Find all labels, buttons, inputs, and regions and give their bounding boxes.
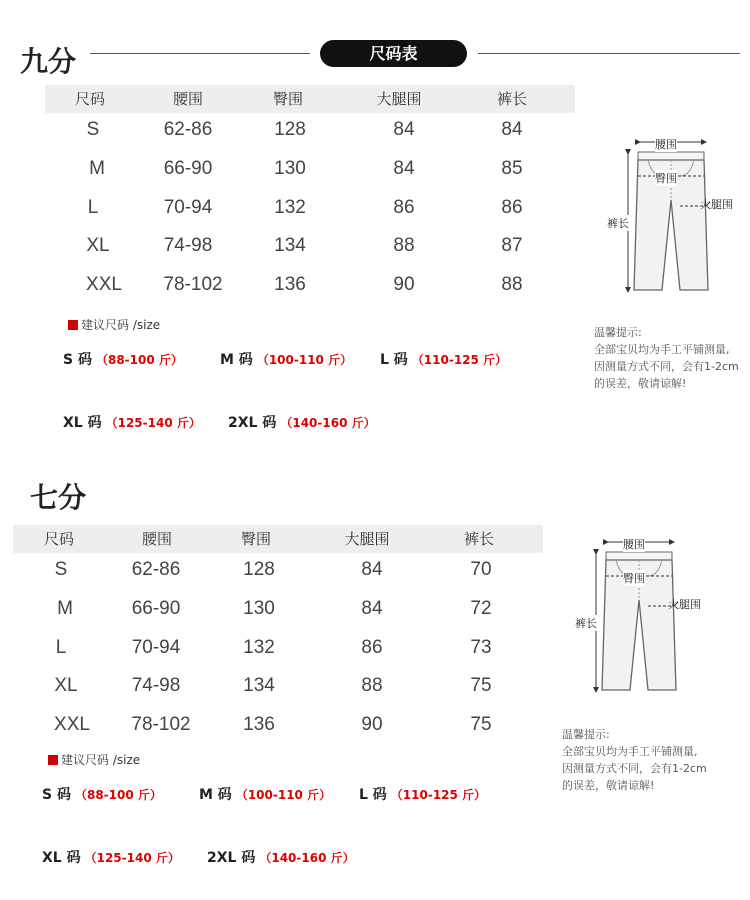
note-line: 全部宝贝均为手工平铺测量, [594,343,730,356]
cell-size: L [55,637,67,658]
col-header-waist: 腰围 [141,530,173,548]
rec-range: （140-160 斤） [280,416,376,430]
rec-size: S 码 [63,352,92,368]
recommendation-s [63,349,183,369]
cell-thigh: 88 [393,235,415,256]
cell-hip: 128 [274,119,306,140]
diagram-label-waist: 腰围 [623,538,645,551]
cell-waist: 70-94 [131,637,181,658]
recommendation-2xl [207,847,355,867]
red-square-icon [68,320,78,330]
diagram-label-length: 裤长 [575,617,597,630]
col-header-length: 裤长 [496,90,528,108]
cell-hip: 134 [243,675,275,696]
cell-thigh: 86 [393,197,415,218]
rec-size: XL 码 [63,415,102,431]
diagram-label-thigh: 大腿围 [700,198,733,211]
col-header-hip: 臀围 [240,530,272,548]
rec-size: XL 码 [42,850,81,866]
note-line: 的误差，敬请谅解! [562,779,655,792]
cell-thigh: 84 [361,559,383,580]
recommendation-xl [63,412,201,432]
recommendation-xl [42,847,180,867]
note-line: 全部宝贝均为手工平铺测量, [562,745,698,758]
cell-length: 88 [501,274,523,295]
section-title-nine: 九分 [20,45,77,78]
cell-waist: 62-86 [163,119,213,140]
cell-thigh: 84 [361,598,383,619]
cell-hip: 130 [274,158,306,179]
cell-length: 75 [470,714,492,735]
rec-range: （100-110 斤） [235,788,332,802]
banner-right-rule [478,53,740,54]
cell-size: XL [86,235,110,256]
recommendation-s [42,784,162,804]
cell-size: XXL [86,274,122,295]
rec-range: （140-160 斤） [259,851,355,865]
measurement-note [594,324,739,392]
cell-hip: 134 [274,235,306,256]
recommendation-l [380,349,507,369]
cell-hip: 132 [274,197,306,218]
rec-size: L 码 [359,787,387,803]
cell-thigh: 84 [393,119,415,140]
note-line: 因测量方式不同，会有1-2cm [562,762,707,775]
pants-measurement-diagram [600,130,750,300]
red-square-icon [48,755,58,765]
cell-size: S [54,559,68,580]
cell-thigh: 88 [361,675,383,696]
cell-waist: 66-90 [163,158,213,179]
cell-waist: 78-102 [131,714,191,735]
col-header-size: 尺码 [43,530,75,548]
cell-hip: 130 [243,598,275,619]
banner-left-rule [90,53,310,54]
note-line: 的误差，敬请谅解! [594,377,687,390]
cell-length: 87 [501,235,523,256]
cell-size: M [57,598,73,619]
cell-waist: 70-94 [163,197,213,218]
cell-size: M [89,158,105,179]
diagram-label-hip: 臀围 [623,572,645,585]
size-chart-banner: 尺码表 [320,40,467,67]
cell-thigh: 86 [361,637,383,658]
diagram-label-thigh: 大腿围 [668,598,701,611]
diagram-label-hip: 臀围 [655,172,677,185]
cell-size: L [87,197,99,218]
cell-hip: 136 [243,714,275,735]
recommendation-m [199,784,331,804]
rec-size: 2XL 码 [228,415,277,431]
cell-length: 70 [470,559,492,580]
cell-length: 84 [501,119,523,140]
cell-thigh: 90 [393,274,415,295]
rec-size: S 码 [42,787,71,803]
suggestion-text: 建议尺码 /size [61,753,141,767]
cell-length: 75 [470,675,492,696]
cell-length: 86 [501,197,523,218]
size-suggestion-label [68,316,160,333]
rec-range: （88-100 斤） [74,788,162,802]
cell-length: 85 [501,158,523,179]
cell-size: XXL [54,714,90,735]
cell-waist: 62-86 [131,559,181,580]
note-line: 温馨提示: [562,728,610,741]
recommendation-2xl [228,412,376,432]
cell-thigh: 90 [361,714,383,735]
recommendation-m [220,349,352,369]
rec-range: （100-110 斤） [256,353,353,367]
cell-hip: 136 [274,274,306,295]
rec-range: （110-125 斤） [390,788,487,802]
cell-hip: 128 [243,559,275,580]
pants-measurement-diagram [568,530,718,700]
cell-length: 73 [470,637,492,658]
col-header-length: 裤长 [463,530,495,548]
cell-waist: 66-90 [131,598,181,619]
rec-size: 2XL 码 [207,850,256,866]
rec-range: （125-140 斤） [105,416,201,430]
cell-hip: 132 [243,637,275,658]
size-table-header [13,525,543,553]
diagram-label-length: 裤长 [607,217,629,230]
size-suggestion-label [48,751,140,768]
rec-range: （125-140 斤） [84,851,180,865]
size-table-header [45,85,575,113]
measurement-note [562,726,707,794]
note-line: 温馨提示: [594,326,642,339]
rec-size: L 码 [380,352,408,368]
recommendation-l [359,784,486,804]
cell-waist: 78-102 [163,274,223,295]
cell-thigh: 84 [393,158,415,179]
cell-waist: 74-98 [131,675,181,696]
col-header-thigh: 大腿围 [376,90,422,108]
cell-length: 72 [470,598,492,619]
cell-size: S [86,119,100,140]
suggestion-text: 建议尺码 /size [81,318,161,332]
rec-size: M 码 [199,787,232,803]
rec-size: M 码 [220,352,253,368]
cell-size: XL [54,675,78,696]
note-line: 因测量方式不同，会有1-2cm [594,360,739,373]
cell-waist: 74-98 [163,235,213,256]
col-header-size: 尺码 [74,90,106,108]
col-header-hip: 臀围 [272,90,304,108]
diagram-label-waist: 腰围 [655,138,677,151]
rec-range: （110-125 斤） [411,353,508,367]
section-title-seven: 七分 [30,481,87,514]
rec-range: （88-100 斤） [95,353,183,367]
col-header-waist: 腰围 [172,90,204,108]
col-header-thigh: 大腿围 [344,530,390,548]
